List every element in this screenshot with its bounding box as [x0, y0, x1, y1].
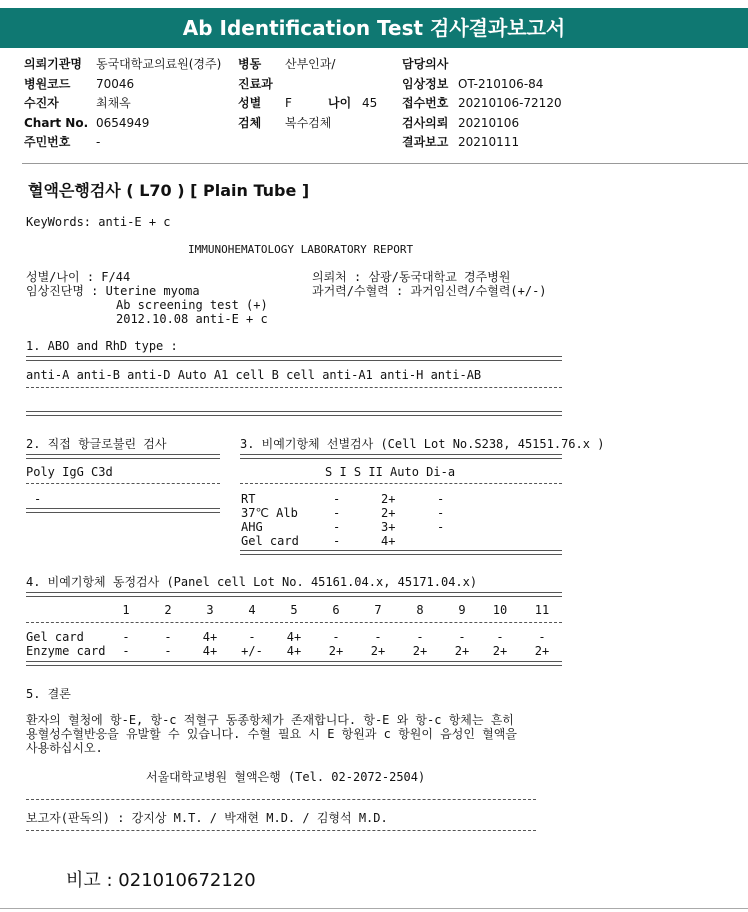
report-header-title: Ab Identification Test 검사결과보고서 [0, 8, 748, 48]
section-3-title: 3. 비예기항체 선별검사 (Cell Lot No.S238, 45151.76.x ) [240, 437, 605, 451]
receipt-value: 20210106-72120 [458, 96, 562, 110]
dashed-rule [26, 483, 220, 484]
rrn-value: - [96, 135, 101, 149]
panel-column-header: 3 [206, 603, 214, 617]
panel-cell: 2+ [534, 644, 550, 658]
note-line: 비고 : 021010672120 [66, 870, 256, 891]
panel-cell: - [122, 630, 130, 644]
panel-column-header: 1 [122, 603, 130, 617]
dat-columns: Poly IgG C3d [26, 465, 113, 479]
screen-auto-value: - [437, 506, 445, 520]
screen-si-value: - [333, 520, 341, 534]
panel-cell: +/- [241, 644, 263, 658]
examinee-value: 최채옥 [96, 96, 131, 110]
section-4-title: 4. 비예기항체 동정검사 (Panel cell Lot No. 45161.04.x, 45171.04.x) [26, 575, 478, 589]
section-1-title: 1. ABO and RhD type : [26, 339, 178, 353]
panel-cell: 4+ [286, 644, 302, 658]
ward-label: 병동 [238, 57, 262, 71]
dashed-rule [240, 483, 562, 484]
chart-label: Chart No. [24, 116, 89, 130]
screen-row-label: AHG [241, 520, 263, 534]
specimen-label: 검체 [238, 116, 262, 130]
dashed-rule [26, 387, 562, 388]
section-2-title: 2. 직접 항글로불린 검사 [26, 437, 167, 451]
screen-row-label: 37℃ Alb [241, 506, 298, 520]
conclusion-line-1: 환자의 혈청에 항-E, 항-c 적혈구 동종항체가 존재합니다. 항-E 와 항-c 항체는 흔히 [26, 713, 514, 727]
sex-value: F [285, 96, 292, 110]
panel-column-header: 6 [332, 603, 340, 617]
ward-value: 산부인과/ [285, 57, 336, 71]
request-label: 검사의뢰 [402, 116, 449, 130]
diagnosis-line: 임상진단명 : Uterine myoma [26, 284, 200, 298]
double-rule [26, 508, 220, 513]
screen-columns: S I S II Auto Di-a [325, 465, 456, 479]
receipt-label: 접수번호 [402, 96, 449, 110]
screen-row-label: RT [241, 492, 256, 506]
requesting-institution: 의뢰처 : 삼광/동국대학교 경주병원 [312, 270, 511, 284]
panel-column-header: 8 [416, 603, 424, 617]
dashed-rule [26, 622, 562, 623]
doctor-label: 담당의사 [402, 57, 449, 71]
sex-label: 성별 [238, 96, 262, 110]
report-date-value: 20210111 [458, 135, 520, 149]
panel-cell: - [164, 630, 172, 644]
panel-cell: - [458, 630, 466, 644]
panel-column-header: 9 [458, 603, 466, 617]
panel-cell: - [374, 630, 382, 644]
history-line: 과거력/수혈력 : 과거임신력/수혈력(+/-) [312, 284, 547, 298]
panel-cell: 4+ [202, 644, 218, 658]
double-rule [26, 661, 562, 666]
conclusion-line-3: 사용하십시오. [26, 741, 103, 755]
double-rule [26, 356, 562, 361]
screen-sii-value: 3+ [381, 520, 396, 534]
dashed-rule [26, 799, 536, 800]
panel-row-label: Enzyme card [26, 644, 106, 658]
panel-column-header: 5 [290, 603, 298, 617]
panel-column-header: 2 [164, 603, 172, 617]
age-value: 45 [362, 96, 378, 110]
panel-cell: 4+ [202, 630, 218, 644]
dashed-rule [26, 830, 536, 831]
age-label: 나이 [328, 96, 352, 110]
panel-cell: - [248, 630, 256, 644]
double-rule [240, 550, 562, 555]
panel-column-header: 11 [534, 603, 550, 617]
report-title: IMMUNOHEMATOLOGY LABORATORY REPORT [188, 243, 414, 256]
hospital-code-value: 70046 [96, 77, 135, 91]
double-rule [240, 454, 562, 459]
screen-auto-value: - [437, 520, 445, 534]
dat-value: - [34, 492, 42, 506]
blood-bank-contact: 서울대학교병원 혈액은행 (Tel. 02-2072-2504) [146, 770, 426, 784]
double-rule [26, 454, 220, 459]
screen-row-label: Gel card [241, 534, 299, 548]
double-rule [26, 411, 562, 416]
divider [22, 163, 748, 164]
keywords: KeyWords: anti-E + c [26, 215, 171, 229]
specimen-value: 복수검체 [285, 116, 332, 130]
doc-title: 혈액은행검사 ( L70 ) [ Plain Tube ] [28, 181, 310, 200]
screen-sii-value: 2+ [381, 506, 396, 520]
screen-si-value: - [333, 506, 341, 520]
clinical-info-label: 임상정보 [402, 77, 449, 91]
panel-column-header: 4 [248, 603, 256, 617]
examinee-label: 수진자 [24, 96, 59, 110]
conclusion-line-2: 용혈성수혈반응을 유발할 수 있습니다. 수혈 필요 시 E 항원과 c 항원이 음성인 혈액을 [26, 727, 517, 741]
institution-label: 의뢰기관명 [24, 57, 82, 71]
panel-column-header: 10 [492, 603, 508, 617]
screen-auto-value: - [437, 492, 445, 506]
panel-cell: 4+ [286, 630, 302, 644]
chart-value: 0654949 [96, 116, 150, 130]
panel-cell: 2+ [454, 644, 470, 658]
panel-cell: 2+ [492, 644, 508, 658]
panel-cell: 2+ [370, 644, 386, 658]
dept-label: 진료과 [238, 77, 273, 91]
screen-sii-value: 2+ [381, 492, 396, 506]
screen-sii-value: 4+ [381, 534, 396, 548]
panel-cell: - [496, 630, 504, 644]
rrn-label: 주민번호 [24, 135, 71, 149]
institution-value: 동국대학교의료원(경주) [96, 57, 222, 71]
diagnosis-line-3: 2012.10.08 anti-E + c [116, 312, 268, 326]
reporter-line: 보고자(판독의) : 강지상 M.T. / 박재현 M.D. / 김형석 M.D. [26, 811, 388, 825]
panel-cell: - [164, 644, 172, 658]
screen-si-value: - [333, 534, 341, 548]
panel-row-label: Gel card [26, 630, 84, 644]
clinical-info-value: OT-210106-84 [458, 77, 544, 91]
divider [0, 908, 748, 909]
request-value: 20210106 [458, 116, 520, 130]
screen-si-value: - [333, 492, 341, 506]
report-date-label: 결과보고 [402, 135, 449, 149]
sex-age-line: 성별/나이 : F/44 [26, 270, 131, 284]
panel-cell: 2+ [412, 644, 428, 658]
diagnosis-line-2: Ab screening test (+) [116, 298, 268, 312]
abo-columns: anti-A anti-B anti-D Auto A1 cell B cell anti-A1 anti-H anti-AB [26, 368, 482, 382]
panel-cell: - [122, 644, 130, 658]
panel-cell: 2+ [328, 644, 344, 658]
panel-cell: - [332, 630, 340, 644]
section-5-title: 5. 결론 [26, 687, 71, 701]
panel-column-header: 7 [374, 603, 382, 617]
hospital-code-label: 병원코드 [24, 77, 71, 91]
double-rule [26, 592, 562, 597]
panel-cell: - [538, 630, 546, 644]
panel-cell: - [416, 630, 424, 644]
